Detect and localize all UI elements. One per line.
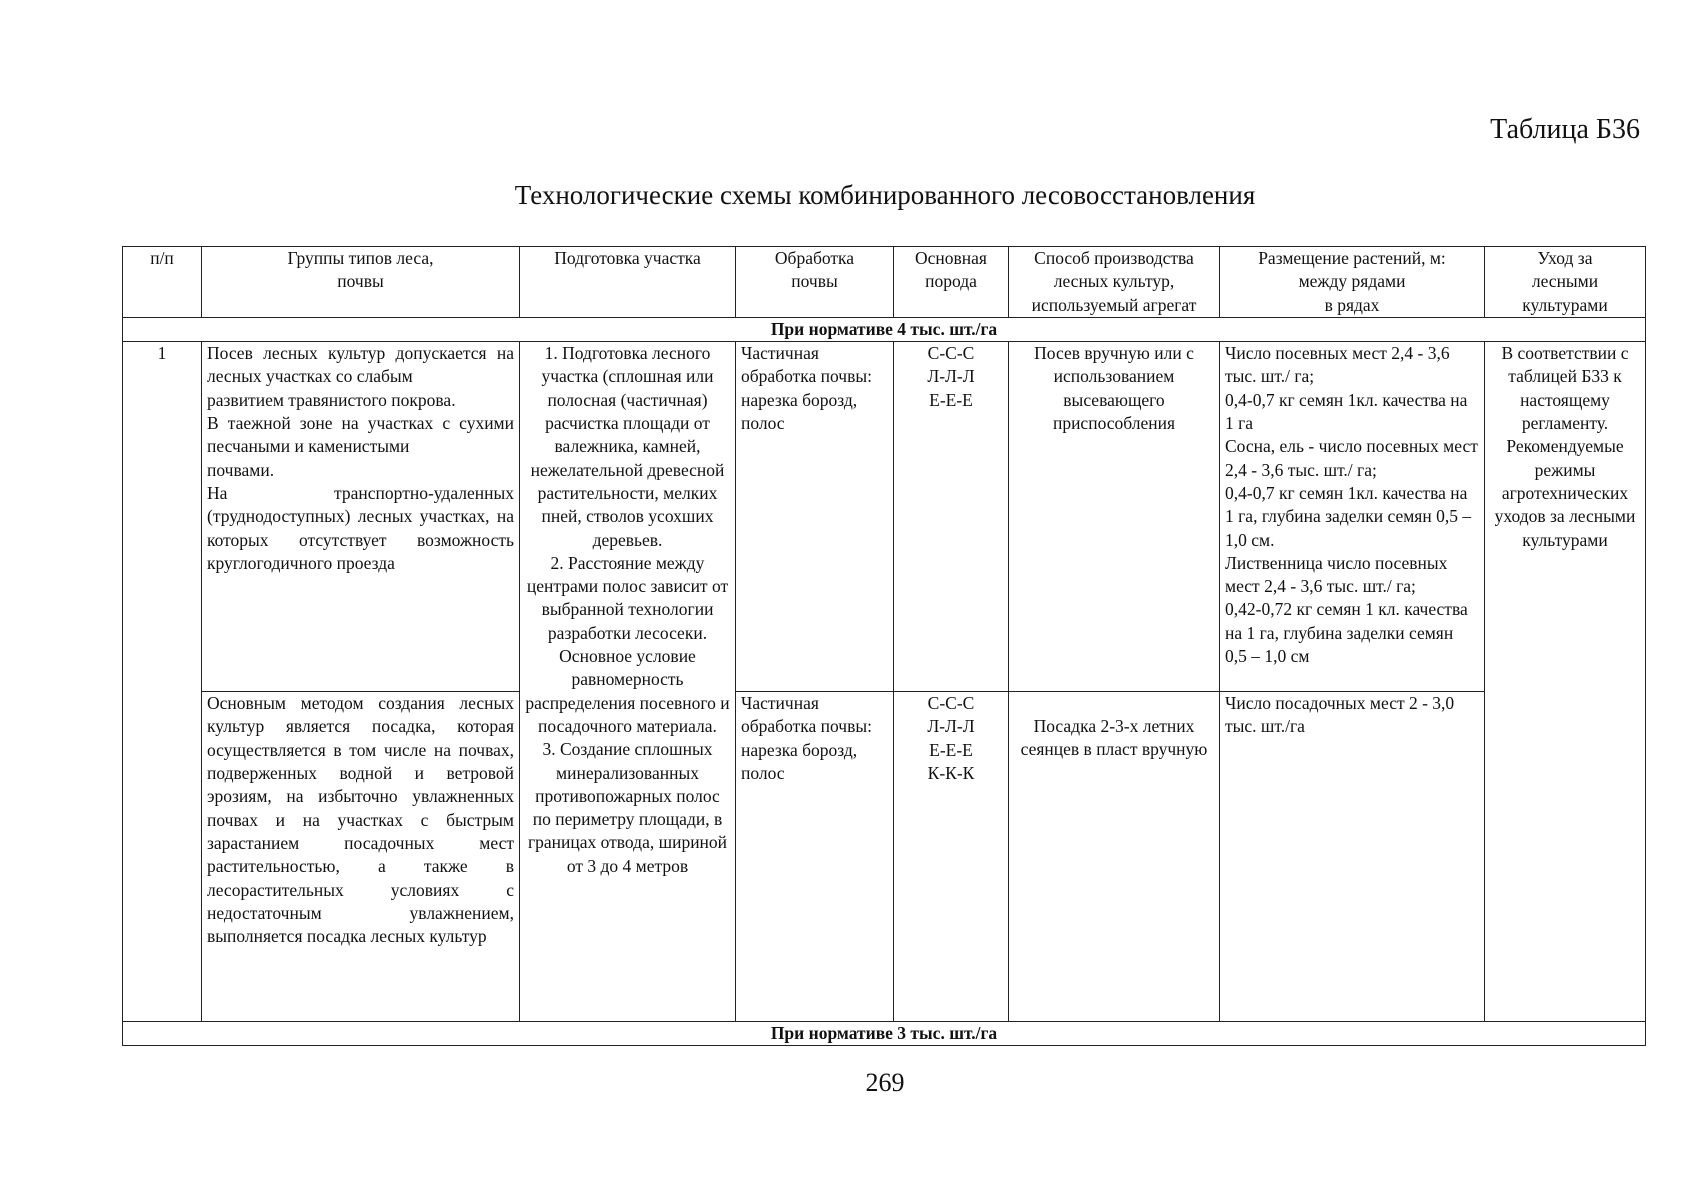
table-row: [123, 692, 1646, 1022]
section-row: [123, 1022, 1646, 1046]
row-number: 1: [123, 342, 202, 1022]
soil-treatment-cell: Частичная обработка почвы: нарезка борозд, полос: [736, 692, 894, 1022]
forest-groups-cell: Посев лесных культур допускается на лесных участках со слабым развитием травянистого покрова. В таежной зоне на участках с сухими песчаными и каменистыми почвами. На транспортно-удаленных (труднодоступных) лесных участках, на которых отсутствует возможность круглогодичного проезда: [202, 342, 520, 692]
soil-treatment-cell: Частичная обработка почвы: нарезка борозд, полос: [736, 342, 894, 692]
section-title: При нормативе 3 тыс. шт./га: [123, 1022, 1646, 1046]
header-num: п/п: [123, 247, 202, 318]
table-header-row: [123, 247, 1646, 318]
method-cell: Посадка 2-3-х летних сеянцев в пласт вручную: [1009, 692, 1220, 1022]
header-site-prep: Подготовка участка: [520, 247, 736, 318]
forest-groups-cell: Основным методом создания лесных культур является посадка, которая осуществляется в том числе на почвах, подверженных водной и ветровой эрозиям, на избыточно увлажненных почвах и на участках с быстрым зарастанием посадочных мест растительностью, а также в лесорастительных условиях с недостаточным увлажнением, выполняется посадка лесных культур: [202, 692, 520, 1022]
section-title: При нормативе 4 тыс. шт./га: [123, 317, 1646, 341]
header-placement: Размещение растений, м: между рядами в рядах: [1220, 247, 1485, 318]
site-prep-cell: 1. Подготовка лесного участка (сплошная или полосная (частичная) расчистка площади от валежника, камней, нежелательной древесной растительности, мелких пней, стволов усохших деревьев. 2. Расстояние между центрами полос зависит от выбранной технологии разработки лесосеки. Основное условие равномерность распределения посевного и посадочного материала. 3. Создание сплошных минерализованных противопожарных полос по периметру площади, в границах отвода, шириной от 3 до 4 метров: [520, 342, 736, 1022]
table-row: [123, 342, 1646, 692]
schemes-table: [122, 246, 1646, 1046]
header-soil-treatment: Обработка почвы: [736, 247, 894, 318]
method-cell: Посев вручную или с использованием высевающего приспособления: [1009, 342, 1220, 692]
main-species-cell: С-С-С Л-Л-Л Е-Е-Е К-К-К: [894, 692, 1009, 1022]
header-care: Уход за лесными культурами: [1485, 247, 1646, 318]
header-forest-groups: Группы типов леса, почвы: [202, 247, 520, 318]
table-label: Таблица Б36: [1490, 114, 1640, 145]
page-number: 269: [865, 1068, 905, 1097]
header-method: Способ производства лесных культур, используемый агрегат: [1009, 247, 1220, 318]
placement-cell: Число посевных мест 2,4 - 3,6 тыс. шт./ га; 0,4-0,7 кг семян 1кл. качества на 1 га Сосна, ель - число посевных мест 2,4 - 3,6 тыс. шт./ га; 0,4-0,7 кг семян 1кл. качества на 1 га, глубина заделки семян 0,5 – 1,0 см. Лиственница число посевных мест 2,4 - 3,6 тыс. шт./ га; 0,42-0,72 кг семян 1 кл. качества на 1 га, глубина заделки семян 0,5 – 1,0 см: [1220, 342, 1485, 692]
placement-cell: Число посадочных мест 2 - 3,0 тыс. шт./га: [1220, 692, 1485, 1022]
header-main-species: Основная порода: [894, 247, 1009, 318]
care-cell: В соответствии с таблицей Б33 к настоящему регламенту. Рекомендуемые режимы агротехнических уходов за лесными культурами: [1485, 342, 1646, 1022]
document-title: Технологические схемы комбинированного лесовосстановления: [514, 180, 1256, 210]
section-row: [123, 317, 1646, 341]
main-species-cell: С-С-С Л-Л-Л Е-Е-Е: [894, 342, 1009, 692]
